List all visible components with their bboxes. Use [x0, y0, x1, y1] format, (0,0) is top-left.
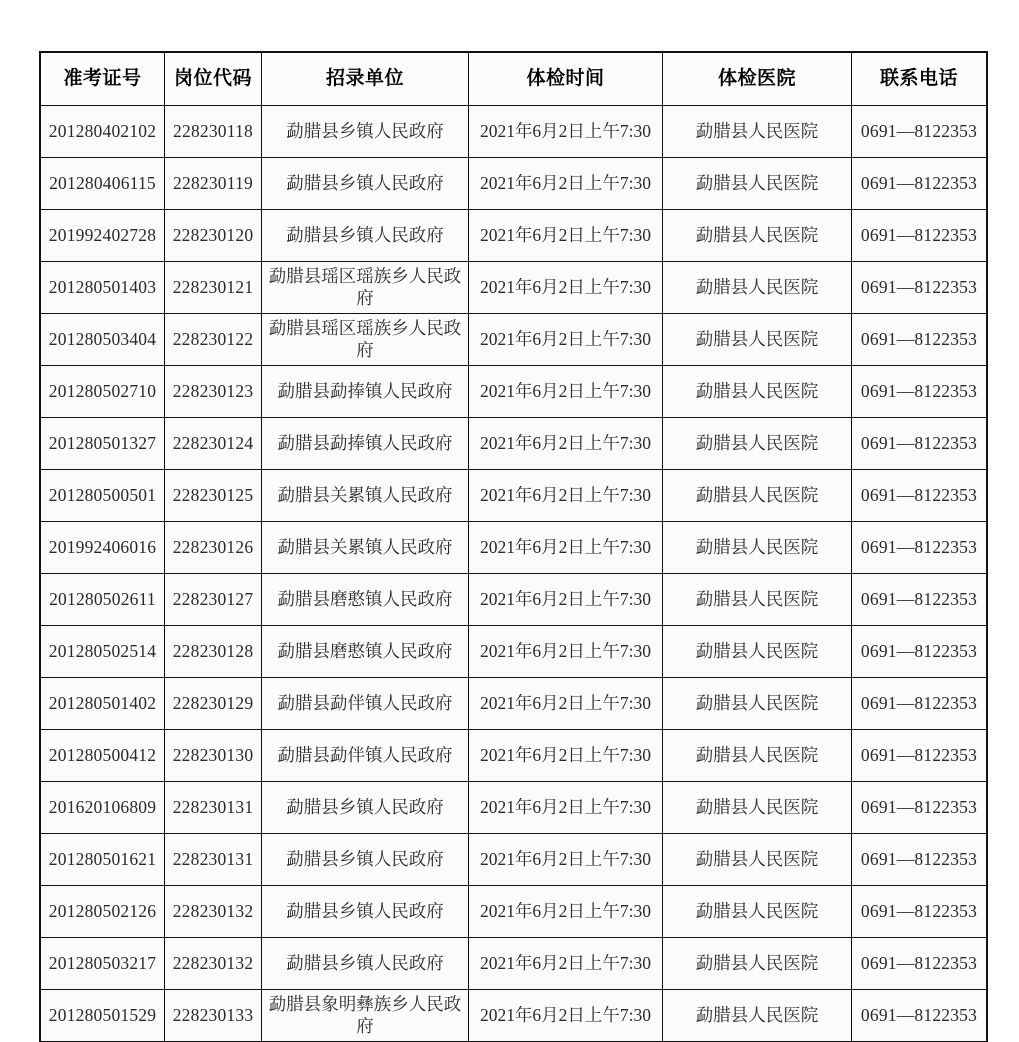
contact-phone-cell: 0691—8122353: [852, 158, 987, 210]
exam-hospital-cell: 勐腊县人民医院: [663, 262, 852, 314]
admission-number-cell: 201280501529: [41, 990, 165, 1042]
table-row: [41, 470, 987, 522]
exam-time-cell: 2021年6月2日上午7:30: [469, 522, 663, 574]
table-row: [41, 314, 987, 366]
table-row: [41, 418, 987, 470]
table-row: [41, 782, 987, 834]
exam-time-cell: 2021年6月2日上午7:30: [469, 262, 663, 314]
recruiting-unit-cell: 勐腊县勐捧镇人民政府: [262, 418, 469, 470]
admission-number-cell: 201992402728: [41, 210, 165, 262]
column-header-contact-phone: 联系电话: [852, 53, 987, 106]
medical-exam-schedule-table: [40, 52, 987, 1042]
contact-phone-cell: 0691—8122353: [852, 522, 987, 574]
admission-number-cell: 201280402102: [41, 106, 165, 158]
table-row: [41, 938, 987, 990]
recruiting-unit-cell: 勐腊县磨憨镇人民政府: [262, 574, 469, 626]
exam-time-cell: 2021年6月2日上午7:30: [469, 678, 663, 730]
post-code-cell: 228230132: [165, 886, 262, 938]
post-code-cell: 228230132: [165, 938, 262, 990]
recruiting-unit-cell: 勐腊县乡镇人民政府: [262, 886, 469, 938]
exam-hospital-cell: 勐腊县人民医院: [663, 782, 852, 834]
exam-hospital-cell: 勐腊县人民医院: [663, 106, 852, 158]
exam-hospital-cell: 勐腊县人民医院: [663, 314, 852, 366]
exam-hospital-cell: 勐腊县人民医院: [663, 210, 852, 262]
table-row: [41, 678, 987, 730]
recruiting-unit-cell: 勐腊县乡镇人民政府: [262, 210, 469, 262]
post-code-cell: 228230118: [165, 106, 262, 158]
contact-phone-cell: 0691—8122353: [852, 106, 987, 158]
post-code-cell: 228230124: [165, 418, 262, 470]
post-code-cell: 228230129: [165, 678, 262, 730]
exam-hospital-cell: 勐腊县人民医院: [663, 626, 852, 678]
exam-time-cell: 2021年6月2日上午7:30: [469, 210, 663, 262]
exam-hospital-cell: 勐腊县人民医院: [663, 938, 852, 990]
recruiting-unit-cell: 勐腊县乡镇人民政府: [262, 106, 469, 158]
recruiting-unit-cell: 勐腊县乡镇人民政府: [262, 834, 469, 886]
exam-hospital-cell: 勐腊县人民医院: [663, 990, 852, 1042]
table-row: [41, 158, 987, 210]
contact-phone-cell: 0691—8122353: [852, 210, 987, 262]
exam-hospital-cell: 勐腊县人民医院: [663, 366, 852, 418]
admission-number-cell: 201280500412: [41, 730, 165, 782]
contact-phone-cell: 0691—8122353: [852, 366, 987, 418]
recruiting-unit-cell: 勐腊县瑶区瑶族乡人民政府: [262, 314, 469, 366]
exam-hospital-cell: 勐腊县人民医院: [663, 730, 852, 782]
post-code-cell: 228230131: [165, 782, 262, 834]
contact-phone-cell: 0691—8122353: [852, 834, 987, 886]
exam-time-cell: 2021年6月2日上午7:30: [469, 470, 663, 522]
table-row: [41, 990, 987, 1042]
post-code-cell: 228230131: [165, 834, 262, 886]
admission-number-cell: 201280502611: [41, 574, 165, 626]
column-header-recruiting-unit: 招录单位: [262, 53, 469, 106]
table-header-row: [41, 53, 987, 106]
admission-number-cell: 201280501403: [41, 262, 165, 314]
exam-time-cell: 2021年6月2日上午7:30: [469, 106, 663, 158]
table-row: [41, 886, 987, 938]
post-code-cell: 228230120: [165, 210, 262, 262]
recruiting-unit-cell: 勐腊县瑶区瑶族乡人民政府: [262, 262, 469, 314]
table-row: [41, 834, 987, 886]
table-row: [41, 106, 987, 158]
admission-number-cell: 201280502126: [41, 886, 165, 938]
admission-number-cell: 201280503404: [41, 314, 165, 366]
recruiting-unit-cell: 勐腊县象明彝族乡人民政府: [262, 990, 469, 1042]
post-code-cell: 228230126: [165, 522, 262, 574]
admission-number-cell: 201280502710: [41, 366, 165, 418]
exam-time-cell: 2021年6月2日上午7:30: [469, 730, 663, 782]
contact-phone-cell: 0691—8122353: [852, 626, 987, 678]
post-code-cell: 228230123: [165, 366, 262, 418]
contact-phone-cell: 0691—8122353: [852, 418, 987, 470]
contact-phone-cell: 0691—8122353: [852, 574, 987, 626]
exam-time-cell: 2021年6月2日上午7:30: [469, 782, 663, 834]
admission-number-cell: 201280501621: [41, 834, 165, 886]
recruiting-unit-cell: 勐腊县磨憨镇人民政府: [262, 626, 469, 678]
post-code-cell: 228230130: [165, 730, 262, 782]
exam-time-cell: 2021年6月2日上午7:30: [469, 314, 663, 366]
table-row: [41, 262, 987, 314]
table-header: [41, 53, 987, 106]
exam-time-cell: 2021年6月2日上午7:30: [469, 626, 663, 678]
admission-number-cell: 201280501402: [41, 678, 165, 730]
contact-phone-cell: 0691—8122353: [852, 990, 987, 1042]
contact-phone-cell: 0691—8122353: [852, 938, 987, 990]
recruiting-unit-cell: 勐腊县勐伴镇人民政府: [262, 678, 469, 730]
table-body: [41, 106, 987, 1042]
table-row: [41, 366, 987, 418]
admission-number-cell: 201620106809: [41, 782, 165, 834]
contact-phone-cell: 0691—8122353: [852, 314, 987, 366]
contact-phone-cell: 0691—8122353: [852, 262, 987, 314]
contact-phone-cell: 0691—8122353: [852, 470, 987, 522]
recruiting-unit-cell: 勐腊县乡镇人民政府: [262, 158, 469, 210]
post-code-cell: 228230133: [165, 990, 262, 1042]
exam-hospital-cell: 勐腊县人民医院: [663, 158, 852, 210]
post-code-cell: 228230122: [165, 314, 262, 366]
contact-phone-cell: 0691—8122353: [852, 782, 987, 834]
recruiting-unit-cell: 勐腊县关累镇人民政府: [262, 522, 469, 574]
table-row: [41, 626, 987, 678]
post-code-cell: 228230121: [165, 262, 262, 314]
recruiting-unit-cell: 勐腊县乡镇人民政府: [262, 938, 469, 990]
exam-hospital-cell: 勐腊县人民医院: [663, 886, 852, 938]
recruiting-unit-cell: 勐腊县乡镇人民政府: [262, 782, 469, 834]
contact-phone-cell: 0691—8122353: [852, 886, 987, 938]
exam-hospital-cell: 勐腊县人民医院: [663, 522, 852, 574]
exam-hospital-cell: 勐腊县人民医院: [663, 678, 852, 730]
admission-number-cell: 201992406016: [41, 522, 165, 574]
exam-time-cell: 2021年6月2日上午7:30: [469, 366, 663, 418]
exam-hospital-cell: 勐腊县人民医院: [663, 418, 852, 470]
column-header-exam-hospital: 体检医院: [663, 53, 852, 106]
column-header-exam-time: 体检时间: [469, 53, 663, 106]
exam-time-cell: 2021年6月2日上午7:30: [469, 158, 663, 210]
table-row: [41, 210, 987, 262]
admission-number-cell: 201280406115: [41, 158, 165, 210]
exam-time-cell: 2021年6月2日上午7:30: [469, 418, 663, 470]
post-code-cell: 228230128: [165, 626, 262, 678]
exam-hospital-cell: 勐腊县人民医院: [663, 834, 852, 886]
exam-time-cell: 2021年6月2日上午7:30: [469, 886, 663, 938]
admission-number-cell: 201280503217: [41, 938, 165, 990]
recruiting-unit-cell: 勐腊县勐伴镇人民政府: [262, 730, 469, 782]
exam-hospital-cell: 勐腊县人民医院: [663, 574, 852, 626]
exam-time-cell: 2021年6月2日上午7:30: [469, 834, 663, 886]
exam-time-cell: 2021年6月2日上午7:30: [469, 938, 663, 990]
exam-hospital-cell: 勐腊县人民医院: [663, 470, 852, 522]
admission-number-cell: 201280502514: [41, 626, 165, 678]
exam-time-cell: 2021年6月2日上午7:30: [469, 990, 663, 1042]
post-code-cell: 228230119: [165, 158, 262, 210]
admission-number-cell: 201280501327: [41, 418, 165, 470]
recruiting-unit-cell: 勐腊县勐捧镇人民政府: [262, 366, 469, 418]
table-row: [41, 574, 987, 626]
admission-number-cell: 201280500501: [41, 470, 165, 522]
recruiting-unit-cell: 勐腊县关累镇人民政府: [262, 470, 469, 522]
exam-time-cell: 2021年6月2日上午7:30: [469, 574, 663, 626]
table-row: [41, 730, 987, 782]
column-header-post-code: 岗位代码: [165, 53, 262, 106]
column-header-admission-number: 准考证号: [41, 53, 165, 106]
exam-table-container: [40, 52, 986, 1042]
post-code-cell: 228230125: [165, 470, 262, 522]
contact-phone-cell: 0691—8122353: [852, 730, 987, 782]
post-code-cell: 228230127: [165, 574, 262, 626]
table-row: [41, 522, 987, 574]
contact-phone-cell: 0691—8122353: [852, 678, 987, 730]
